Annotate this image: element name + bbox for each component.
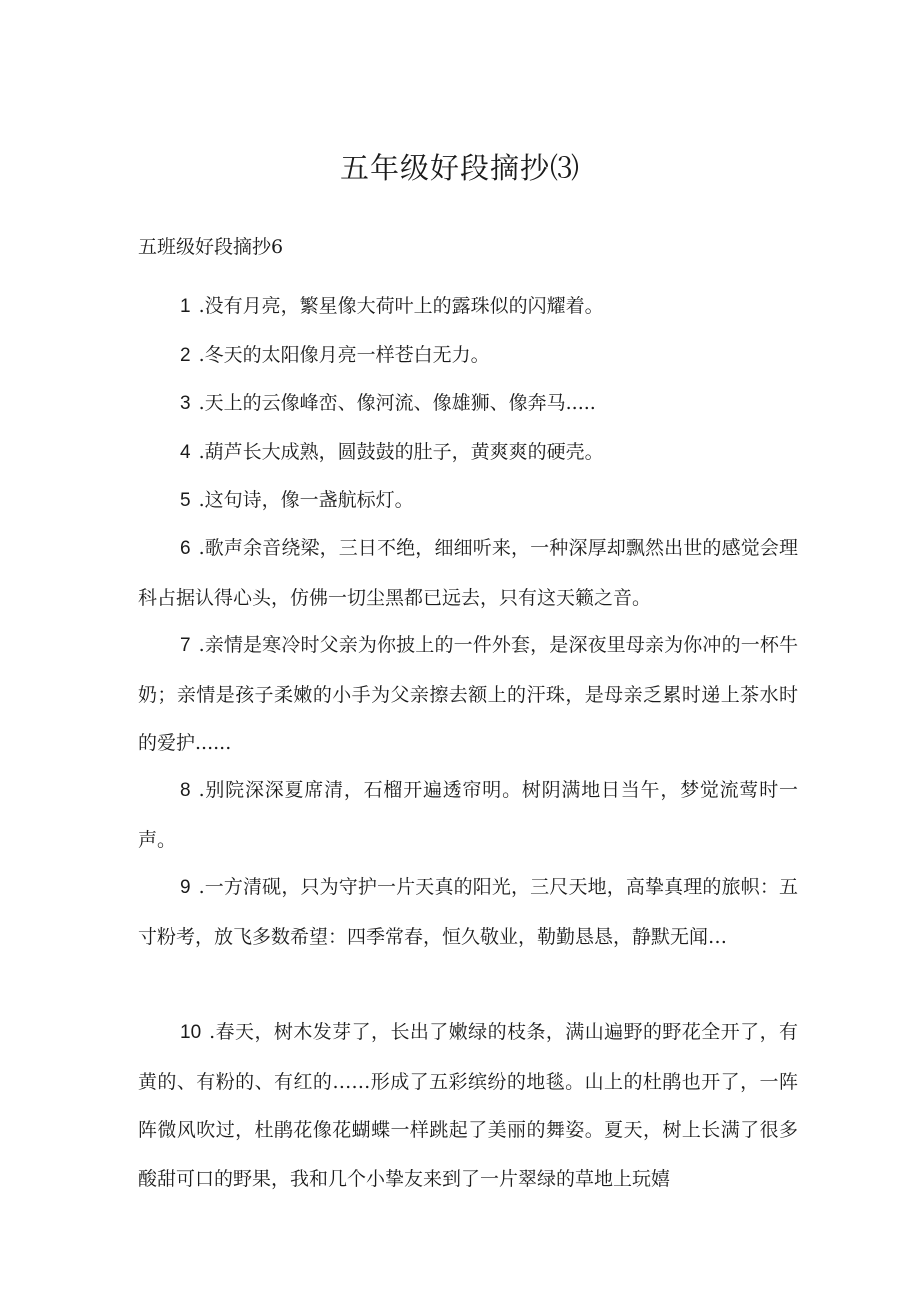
item-number: 10 xyxy=(180,1022,202,1043)
item-number: 3 xyxy=(180,393,191,414)
excerpt-item-8 xyxy=(138,766,798,864)
item-number: 6 xyxy=(180,538,191,559)
item-number: 8 xyxy=(180,780,191,801)
item-number: 4 xyxy=(180,442,191,463)
item-text: .一方清砚，只为守护一片天真的阳光，三尺天地，高挚真理的旅帜：五寸粉考，放飞多数希望：四季常春，恒久敬业，勒勤恳恳，静默无闻… xyxy=(138,876,798,948)
item-number: 1 xyxy=(180,296,191,317)
excerpt-item-3 xyxy=(138,379,798,429)
item-text: .亲情是寒冷时父亲为你披上的一件外套，是深夜里母亲为你冲的一杯牛奶；亲情是孩子柔嫩的小手为父亲擦去额上的汗珠，是母亲乏累时递上茶水时的爱护...... xyxy=(138,634,798,754)
item-text: .这句诗，像一盏航标灯。 xyxy=(198,489,414,511)
item-number: 7 xyxy=(180,635,191,656)
item-text: .冬天的太阳像月亮一样苍白无力。 xyxy=(198,344,490,366)
excerpt-item-9 xyxy=(138,863,798,961)
page-subtitle: 五班级好段摘抄6 xyxy=(138,236,284,258)
excerpt-item-7 xyxy=(138,621,798,768)
item-number: 2 xyxy=(180,345,191,366)
excerpt-item-6 xyxy=(138,524,798,622)
item-number: 9 xyxy=(180,877,191,898)
page-title: 五年级好段摘抄⑶ xyxy=(339,151,580,185)
item-number: 5 xyxy=(180,490,191,511)
item-text: .天上的云像峰峦、像河流、像雄狮、像奔马..... xyxy=(198,392,596,414)
excerpt-item-10 xyxy=(138,1008,798,1203)
excerpt-item-1 xyxy=(138,282,798,332)
item-text: .别院深深夏席清，石榴开遍透帘明。树阴满地日当午，梦觉流莺时一声。 xyxy=(138,779,798,851)
item-text: .葫芦长大成熟，圆鼓鼓的肚子，黄爽爽的硬壳。 xyxy=(198,441,604,463)
excerpt-item-5 xyxy=(138,476,798,526)
item-text: .春天，树木发芽了，长出了嫩绿的枝条，满山遍野的野花全开了，有黄的、有粉的、有红的……形成了五彩缤纷的地毯。山上的杜鹃也开了，一阵阵微风吹过，杜鹃花像花蝴蝶一样跳起了美丽的舞姿。夏天，树上长满了很多酸甜可口的野果，我和几个小挚友来到了一片翠绿的草地上玩嬉 xyxy=(138,1021,798,1190)
item-text: .歌声余音绕梁，三日不绝，细细听来，一种深厚却飘然出世的感觉会理科占据认得心头，仿佛一切尘黑都已远去，只有这天籁之音。 xyxy=(138,537,798,609)
item-text: .没有月亮，繁星像大荷叶上的露珠似的闪耀着。 xyxy=(198,295,604,317)
excerpt-item-2 xyxy=(138,331,798,381)
excerpt-item-4 xyxy=(138,428,798,478)
